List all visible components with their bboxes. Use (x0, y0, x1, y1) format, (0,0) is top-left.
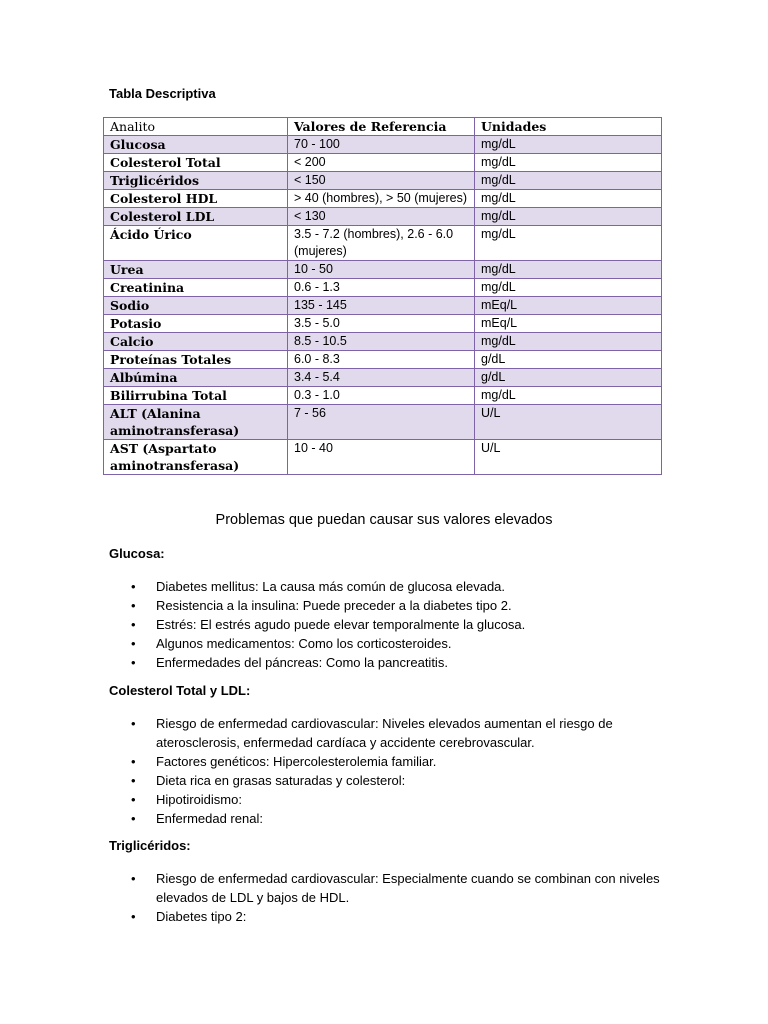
list-item: • Resistencia a la insulina: Puede preceder a la diabetes tipo 2. (131, 598, 512, 613)
bullet-icon: • (131, 811, 136, 826)
unit-cell: g/dL (475, 369, 662, 387)
list-item: • Riesgo de enfermedad cardiovascular: Niveles elevados aumentan el riesgo de aterosclerosis, enfermedad cardíaca y accidente cerebrovascular. (131, 716, 613, 750)
analyte-cell: Glucosa (104, 136, 288, 154)
range-cell: < 150 (288, 172, 475, 190)
analyte-cell: Colesterol HDL (104, 190, 288, 208)
table-row (104, 351, 662, 369)
unit-cell: mg/dL (475, 190, 662, 208)
section-heading: Glucosa: (109, 546, 165, 561)
analyte-cell: Proteínas Totales (104, 351, 288, 369)
section-colesterol (109, 682, 669, 828)
section-title: Problemas que puedan causar sus valores elevados (215, 512, 553, 528)
bullet-icon: • (131, 716, 136, 731)
analyte-cell: Triglicéridos (104, 172, 288, 190)
bullet-list (109, 869, 669, 926)
bullet-icon: • (131, 636, 136, 651)
unit-cell: mEq/L (475, 297, 662, 315)
reference-table (103, 117, 662, 475)
unit-cell: U/L (475, 440, 662, 475)
analyte-cell: Calcio (104, 333, 288, 351)
list-item: • Enfermedad renal: (131, 811, 263, 826)
range-cell: 10 - 40 (288, 440, 475, 475)
list-item: • Factores genéticos: Hipercolesterolemia familiar. (131, 754, 437, 769)
unit-cell: mg/dL (475, 208, 662, 226)
bullet-icon: • (131, 909, 136, 924)
table-header-row (104, 118, 662, 136)
list-item: • Estrés: El estrés agudo puede elevar temporalmente la glucosa. (131, 617, 526, 632)
range-cell: 3.4 - 5.4 (288, 369, 475, 387)
list-item: • Diabetes mellitus: La causa más común de glucosa elevada. (131, 579, 506, 594)
section-trigliceridos (109, 837, 669, 926)
bullet-icon: • (131, 598, 136, 613)
list-item: • Hipotiroidismo: (131, 792, 242, 807)
analyte-cell: Albúmina (104, 369, 288, 387)
table-row (104, 405, 662, 440)
bullet-icon: • (131, 773, 136, 788)
section-glucosa (109, 545, 669, 672)
analyte-cell: Potasio (104, 315, 288, 333)
list-item: • Riesgo de enfermedad cardiovascular: Especialmente cuando se combinan con niveles elevados de LDL y bajos de HDL. (131, 871, 660, 905)
header-analyte: Analito (104, 118, 288, 136)
range-cell: < 200 (288, 154, 475, 172)
table-row (104, 387, 662, 405)
unit-cell: U/L (475, 405, 662, 440)
document-title: Tabla Descriptiva (109, 86, 216, 101)
range-cell: 3.5 - 7.2 (hombres), 2.6 - 6.0 (mujeres) (288, 226, 475, 261)
range-cell: 8.5 - 10.5 (288, 333, 475, 351)
bullet-icon: • (131, 754, 136, 769)
range-cell: 6.0 - 8.3 (288, 351, 475, 369)
range-cell: 135 - 145 (288, 297, 475, 315)
unit-cell: mg/dL (475, 226, 662, 261)
bullet-icon: • (131, 579, 136, 594)
analyte-cell: Creatinina (104, 279, 288, 297)
range-cell: < 130 (288, 208, 475, 226)
list-item: • Enfermedades del páncreas: Como la pancreatitis. (131, 655, 448, 670)
table-row (104, 261, 662, 279)
range-cell: 70 - 100 (288, 136, 475, 154)
range-cell: > 40 (hombres), > 50 (mujeres) (288, 190, 475, 208)
table-row (104, 297, 662, 315)
analyte-cell: Ácido Úrico (104, 226, 288, 261)
range-cell: 0.6 - 1.3 (288, 279, 475, 297)
header-reference-values: Valores de Referencia (288, 118, 475, 136)
table-row (104, 226, 662, 261)
range-cell: 0.3 - 1.0 (288, 387, 475, 405)
analyte-cell: ALT (Alanina aminotransferasa) (104, 405, 288, 440)
unit-cell: mg/dL (475, 136, 662, 154)
unit-cell: mg/dL (475, 387, 662, 405)
unit-cell: mg/dL (475, 154, 662, 172)
unit-cell: mEq/L (475, 315, 662, 333)
unit-cell: mg/dL (475, 172, 662, 190)
table-row (104, 315, 662, 333)
table-row (104, 208, 662, 226)
header-units: Unidades (475, 118, 662, 136)
table-row (104, 190, 662, 208)
analyte-cell: Colesterol Total (104, 154, 288, 172)
analyte-cell: AST (Aspartato aminotransferasa) (104, 440, 288, 475)
analyte-cell: Colesterol LDL (104, 208, 288, 226)
bullet-icon: • (131, 871, 136, 886)
unit-cell: mg/dL (475, 333, 662, 351)
table-row (104, 369, 662, 387)
analyte-cell: Bilirrubina Total (104, 387, 288, 405)
analyte-cell: Sodio (104, 297, 288, 315)
unit-cell: g/dL (475, 351, 662, 369)
table-row (104, 154, 662, 172)
range-cell: 10 - 50 (288, 261, 475, 279)
bullet-list (109, 714, 669, 828)
table-row (104, 440, 662, 475)
table-row (104, 136, 662, 154)
bullet-icon: • (131, 655, 136, 670)
range-cell: 7 - 56 (288, 405, 475, 440)
range-cell: 3.5 - 5.0 (288, 315, 475, 333)
unit-cell: mg/dL (475, 279, 662, 297)
table-row (104, 333, 662, 351)
bullet-list (109, 577, 669, 672)
bullet-icon: • (131, 792, 136, 807)
list-item: • Algunos medicamentos: Como los corticosteroides. (131, 636, 452, 651)
bullet-icon: • (131, 617, 136, 632)
unit-cell: mg/dL (475, 261, 662, 279)
section-heading: Triglicéridos: (109, 838, 191, 853)
analyte-cell: Urea (104, 261, 288, 279)
list-item: • Dieta rica en grasas saturadas y colesterol: (131, 773, 406, 788)
list-item: • Diabetes tipo 2: (131, 909, 247, 924)
table-row (104, 172, 662, 190)
table-row (104, 279, 662, 297)
section-heading: Colesterol Total y LDL: (109, 683, 251, 698)
